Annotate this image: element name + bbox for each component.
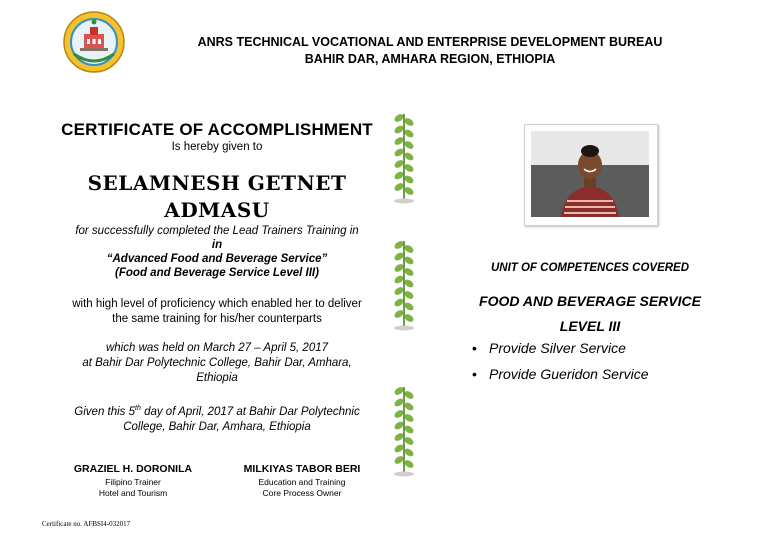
plant-sprig-icon <box>393 108 415 204</box>
plant-sprig-icon <box>393 381 415 477</box>
signatory-role: Education and Training <box>258 477 346 487</box>
course-name: “Advanced Food and Beverage Service” <box>106 253 328 265</box>
bullet-icon: • <box>472 366 477 382</box>
given-date-paragraph <box>40 401 394 435</box>
signatory-process-owner <box>222 464 382 499</box>
recipient-photo <box>524 124 658 226</box>
given-line1 <box>40 401 394 420</box>
certificate-number: Certificate no. AFBSI4-032017 <box>42 520 131 528</box>
given-prefix: Given this 5 <box>74 405 136 418</box>
bullet-icon: • <box>472 340 477 356</box>
held-line1: which was held on March 27 – April 5, 2017 <box>105 342 329 354</box>
training-dates-paragraph <box>40 341 394 386</box>
signatory-trainer <box>58 464 208 499</box>
bureau-seal-logo <box>62 10 126 74</box>
in-word: in <box>211 239 223 251</box>
recipient-name-line1: SELAMNESH GETNET <box>87 171 347 195</box>
competence-item-label: Provide Silver Service <box>489 340 626 356</box>
proficiency-paragraph <box>40 297 394 327</box>
completion-paragraph <box>40 224 394 280</box>
given-superscript: th <box>135 405 141 412</box>
signatory-name: GRAZIEL H. DORONILA <box>73 463 193 475</box>
signatory-role: Filipino Trainer <box>105 477 161 487</box>
signatory-name: MILKIYAS TABOR BERI <box>243 463 361 475</box>
bureau-name: ANRS TECHNICAL VOCATIONAL AND ENTERPRISE DEVELOPMENT BUREAU <box>197 35 663 49</box>
proficiency-line1: with high level of proficiency which enabled her to deliver <box>72 298 362 310</box>
recipient-name <box>40 170 394 224</box>
qualification-line1: FOOD AND BEVERAGE SERVICE <box>479 293 701 309</box>
held-line2: at Bahir Dar Polytechnic College, Bahir Dar, Amhara, <box>82 357 352 369</box>
recipient-name-line2: ADMASU <box>164 198 270 222</box>
competence-item <box>472 366 649 392</box>
qualification-line2: LEVEL III <box>559 318 621 334</box>
course-level: (Food and Beverage Service Level III) <box>115 267 319 279</box>
completion-text: for successfully completed the Lead Trainers Training in <box>75 225 359 237</box>
competence-item <box>472 340 649 366</box>
competence-item-label: Provide Gueridon Service <box>489 366 649 382</box>
bureau-location: BAHIR DAR, AMHARA REGION, ETHIOPIA <box>304 52 556 66</box>
signatory-role: Hotel and Tourism <box>98 488 168 498</box>
given-suffix: day of April, 2017 at Bahir Dar Polytechnic <box>140 405 360 418</box>
plant-sprig-icon <box>393 235 415 331</box>
given-line2: College, Bahir Dar, Amhara, Ethiopia <box>123 420 311 433</box>
signatory-role: Core Process Owner <box>262 488 342 498</box>
proficiency-line2: the same training for his/her counterparts <box>112 313 322 325</box>
given-to-text: Is hereby given to <box>171 141 263 153</box>
competences-heading: UNIT OF COMPETENCES COVERED <box>490 262 690 274</box>
held-line3: Ethiopia <box>196 372 238 384</box>
qualification-title <box>440 289 740 339</box>
competence-list <box>472 340 649 392</box>
certificate-title: CERTIFICATE OF ACCOMPLISHMENT <box>61 120 373 139</box>
